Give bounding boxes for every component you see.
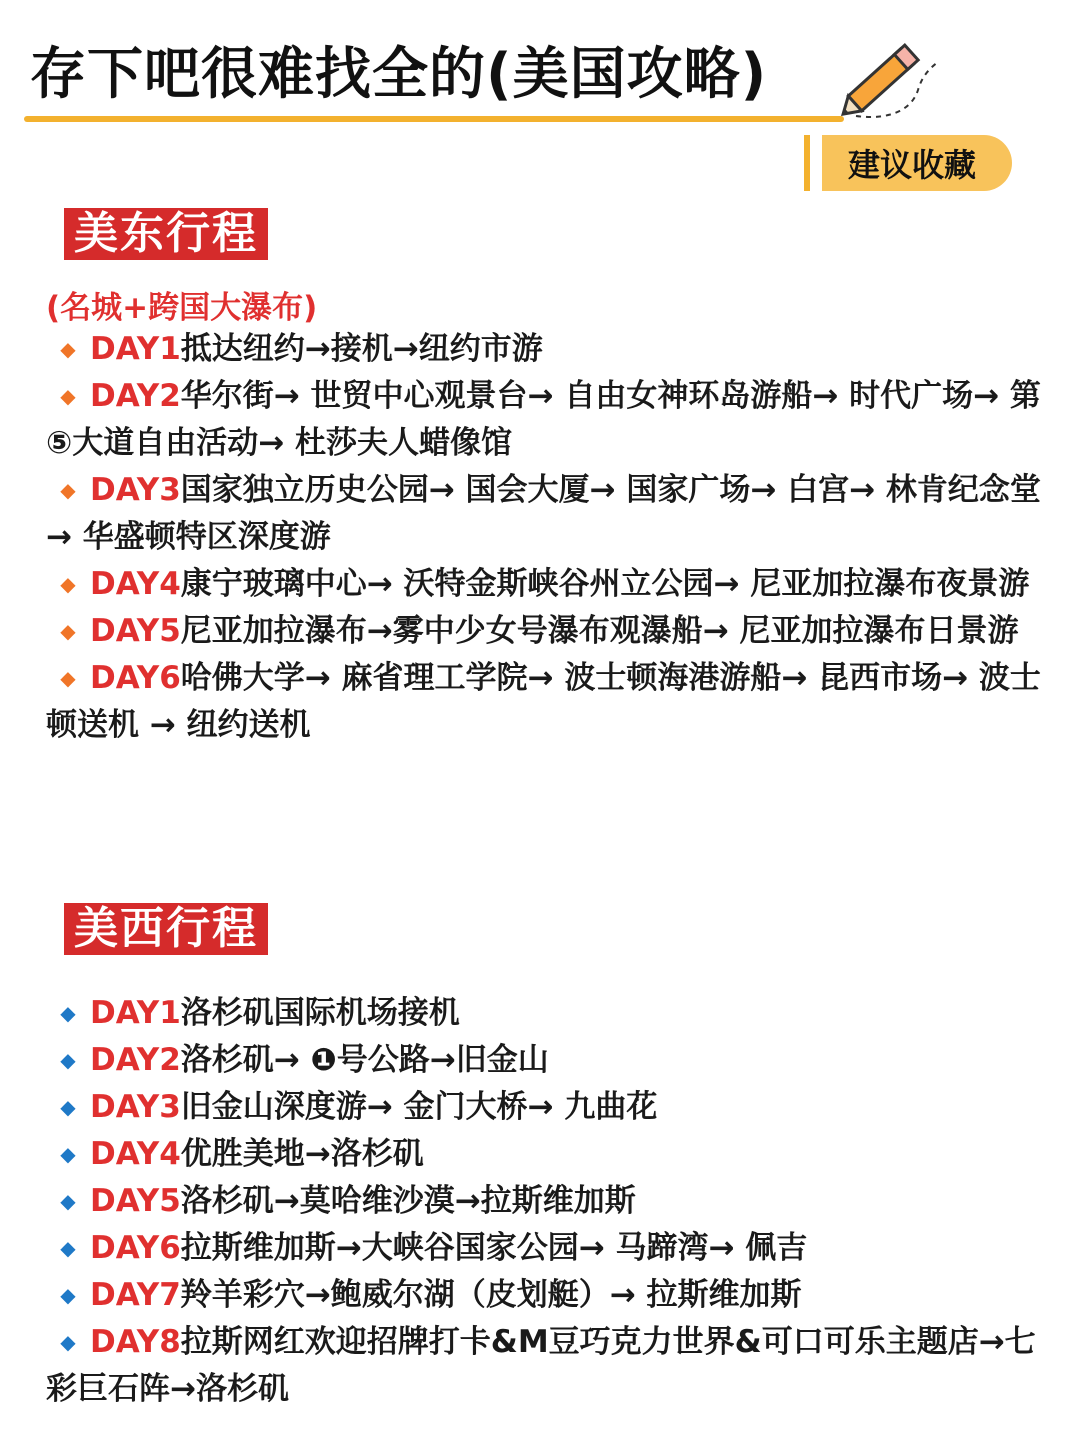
diamond-bullet-icon: ◆ xyxy=(60,384,76,408)
diamond-bullet-icon: ◆ xyxy=(60,1048,76,1072)
list-item xyxy=(46,326,1046,373)
diamond-bullet-icon: ◆ xyxy=(60,666,76,690)
day-text: 优胜美地→洛杉矶 xyxy=(180,1136,424,1172)
diamond-bullet-icon: ◆ xyxy=(60,1189,76,1213)
day-text: 国家独立历史公园→ 国会大厦→ 国家广场→ 白宫→ 林肯纪念堂→ 华盛顿特区深度游 xyxy=(46,472,1041,555)
list-item xyxy=(46,1272,1046,1319)
diamond-bullet-icon: ◆ xyxy=(60,478,76,502)
bookmark-tag: 建议收藏 xyxy=(822,135,1012,191)
list-item xyxy=(46,1178,1046,1225)
west-itinerary-list xyxy=(46,990,1046,1413)
east-itinerary-list xyxy=(46,326,1046,749)
day-text: 哈佛大学→ 麻省理工学院→ 波士顿海港游船→ 昆西市场→ 波士顿送机 → 纽约送机 xyxy=(46,660,1041,743)
day-label: DAY3 xyxy=(90,472,181,508)
west-section-title: 美西行程 xyxy=(64,903,268,955)
list-item xyxy=(46,990,1046,1037)
list-item xyxy=(46,1225,1046,1272)
day-text: 旧金山深度游→ 金门大桥→ 九曲花 xyxy=(180,1089,658,1125)
day-text: 羚羊彩穴→鲍威尔湖（皮划艇）→ 拉斯维加斯 xyxy=(180,1277,802,1313)
list-item xyxy=(46,561,1046,608)
day-text: 拉斯维加斯→大峡谷国家公园→ 马蹄湾→ 佩吉 xyxy=(180,1230,808,1266)
day-label: DAY1 xyxy=(90,995,181,1031)
day-label: DAY6 xyxy=(90,1230,181,1266)
day-label: DAY1 xyxy=(90,331,181,367)
list-item xyxy=(46,1131,1046,1178)
diamond-bullet-icon: ◆ xyxy=(60,1095,76,1119)
day-label: DAY4 xyxy=(90,566,181,602)
list-item xyxy=(46,608,1046,655)
day-label: DAY7 xyxy=(90,1277,181,1313)
day-label: DAY2 xyxy=(90,1042,181,1078)
list-item xyxy=(46,1037,1046,1084)
day-label: DAY8 xyxy=(90,1324,181,1360)
tag-accent-bar xyxy=(804,135,810,191)
day-text: 抵达纽约→接机→纽约市游 xyxy=(180,331,543,367)
list-item xyxy=(46,1319,1046,1413)
diamond-bullet-icon: ◆ xyxy=(60,337,76,361)
day-label: DAY2 xyxy=(90,378,181,414)
diamond-bullet-icon: ◆ xyxy=(60,1330,76,1354)
day-text: 拉斯网红欢迎招牌打卡&M豆巧克力世界&可口可乐主题店→七彩巨石阵→洛杉矶 xyxy=(46,1324,1036,1407)
diamond-bullet-icon: ◆ xyxy=(60,1001,76,1025)
day-text: 洛杉矶→ ❶号公路→旧金山 xyxy=(180,1042,549,1078)
diamond-bullet-icon: ◆ xyxy=(60,572,76,596)
day-text: 华尔街→ 世贸中心观景台→ 自由女神环岛游船→ 时代广场→ 第⑤大道自由活动→ 杜莎夫人蜡像馆 xyxy=(46,378,1041,461)
day-label: DAY6 xyxy=(90,660,181,696)
east-subtitle: (名城+跨国大瀑布) xyxy=(46,290,318,326)
day-label: DAY5 xyxy=(90,613,181,649)
list-item xyxy=(46,655,1046,749)
pencil-icon xyxy=(826,28,946,128)
list-item xyxy=(46,373,1046,467)
day-label: DAY4 xyxy=(90,1136,181,1172)
diamond-bullet-icon: ◆ xyxy=(60,1283,76,1307)
diamond-bullet-icon: ◆ xyxy=(60,1236,76,1260)
day-text: 洛杉矶→莫哈维沙漠→拉斯维加斯 xyxy=(180,1183,636,1219)
east-section-title: 美东行程 xyxy=(64,208,268,260)
page-title: 存下吧很难找全的(美国攻略) xyxy=(30,42,768,107)
day-text: 洛杉矶国际机场接机 xyxy=(180,995,460,1031)
day-label: DAY3 xyxy=(90,1089,181,1125)
diamond-bullet-icon: ◆ xyxy=(60,1142,76,1166)
list-item xyxy=(46,467,1046,561)
diamond-bullet-icon: ◆ xyxy=(60,619,76,643)
list-item xyxy=(46,1084,1046,1131)
day-text: 康宁玻璃中心→ 沃特金斯峡谷州立公园→ 尼亚加拉瀑布夜景游 xyxy=(180,566,1030,602)
title-underline xyxy=(24,116,844,122)
day-label: DAY5 xyxy=(90,1183,181,1219)
day-text: 尼亚加拉瀑布→雾中少女号瀑布观瀑船→ 尼亚加拉瀑布日景游 xyxy=(180,613,1019,649)
